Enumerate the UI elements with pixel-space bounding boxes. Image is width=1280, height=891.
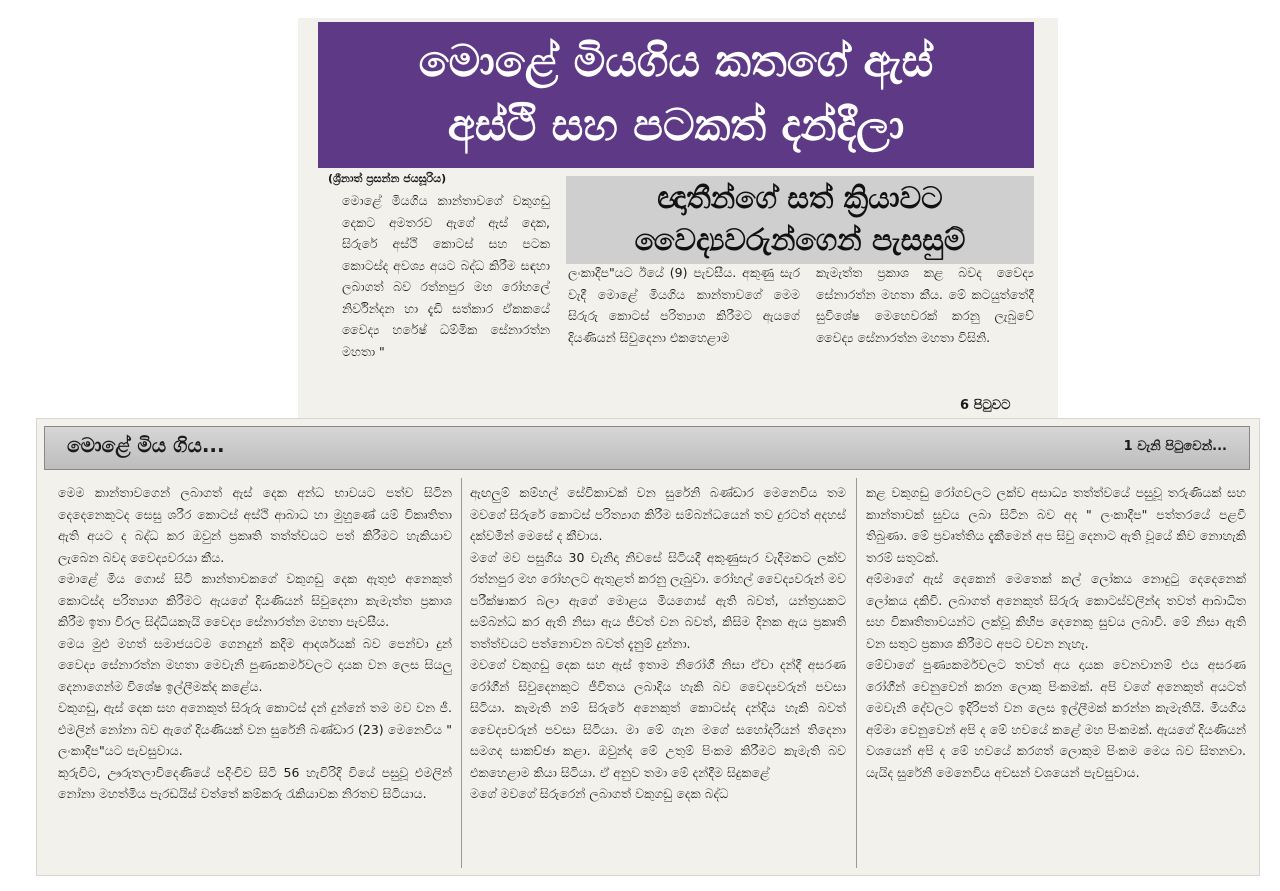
- bottom-column-1: [58, 482, 452, 866]
- paragraph: මෙය මුළු මහත් සමාජයටම ගෙනදුන් කදිම ආදර්ශයක් බව පෙන්වා දුන් වෛද්‍ය සේනාරත්න මහතා මෙවැනි පුණ්‍යකර්මවලට දායක වන ලෙස සියලු දෙනාගෙන්ම විශේෂ ඉල්ලීමක්ද කළේය.: [58, 635, 452, 694]
- paragraph: අම්මාගේ ඇස් දෙකෙන් මෙතෙක් කල් ලෝකය නොදුටු දෙදෙනෙක් ලෝකය දකිවි. ලබාගත් අනෙකුත් සිරුරු කොටස්වලින්ද තවත් ආබාධිත සහ විකෘතිතාවයන්ට ලක්වූ කිහිප දෙනෙකු සුවය ලබාවි. මේ නිසා ඇති වන සතුට ප්‍රකාශ කිරීමට අපට වචන නැහැ.: [866, 571, 1246, 651]
- byline: (ශ්‍රීනාත් ප්‍රසන්න ජයසූරිය): [328, 172, 447, 185]
- subheadline-line-2: වෛද්‍යවරුන්ගෙන් පැසසුම්: [634, 223, 966, 258]
- continued-to-label: 6 පිටුවට: [960, 398, 1011, 413]
- paragraph: මොළේ මිය ගොස් සිටි කාන්තාවකගේ වකුගඩු දෙක ඇතුළු අනෙකුත් කොටස්ද පරිත්‍යාග කිරීමට ඇයගේ දියණියන් සිවුදෙනා කැමැත්ත ප්‍රකාශ කිරීම ඉතා විරල සිද්ධියකැයි වෛද්‍ය සේනාරත්න මහතා පැවසීය.: [58, 571, 452, 629]
- bottom-column-2: [470, 482, 846, 866]
- subheadline-box: [566, 176, 1034, 264]
- top-column-2: [568, 262, 800, 412]
- paragraph: වකුගඩු, ඇස් දෙක සහ අනෙකුත් සිරුරු කොටස් දන් දුන්නේ තම මව වන ජී. එමලින් නෝනා බව ඇගේ දියණියක් වන සුරේනි බණ්ඩාර (23) මෙනෙවිය " ලංකාදීප"යට පැවසුවාය.: [58, 700, 452, 758]
- headline-line-1: මොළේ මියගිය කතගේ ඇස්: [418, 36, 934, 87]
- paragraph: මගේ මවගේ සිරුරෙන් ලබාගත් වකුගඩු දෙක බද්ධ: [470, 786, 729, 801]
- top-column-1-text: මොළේ මියගිය කාන්තාවගේ වකුගඩු දෙකට අමතරව ඇගේ ඇස් දෙක, සිරුරේ අස්ථි කොටස් සහ පටක කොටස්ද අවශ්‍ය අයට බද්ධ කිරීම සඳහා ලබාගත් බව රත්නපුර මහ රෝහලේ නිර්වින්දන හා දැඩි සත්කාර ඒකකයේ වෛද්‍ය හරේෂ් ධම්මික සේනාරත්න මහතා ": [342, 193, 550, 359]
- paragraph: මවගේ වකුගඩු දෙක සහ ඇස් ඉතාම නිරෝගී නිසා ඒවා දන්දී අසරණ රෝගීන් සිවුදෙනකුට ජීවිතය ලබාදිය හැකි බව වෛද්‍යවරුන් පවසා සිටියා. කැමැති නම් සිරුරේ අනෙකුත් කොටස්ද දන්දිය හැකි බවත් වෛද්‍යවරුන් පවසා සිටියා. මා මේ ගැන මගේ සහෝදරියන් තිදෙනා සමගද සාකච්ඡා කළා. ඔවුන්ද මේ උතුම් පිංකම කිරීමට කැමැති බව එකහෙළාම කියා සිටියා. ඒ අනුව තමා මේ දන්දීම සිදුකළේ: [470, 657, 846, 780]
- paragraph: මගේ මව පසුගිය 30 වැනිදා නිවසේ සිටියදී අකුණුසැර වැදීමකට ලක්ව රත්නපුර මහ රෝහලට ඇතුළත් කරනු ලැබුවා. රෝහල් වෛද්‍යවරුන් මව පරීක්ෂාකර බලා ඇගේ මොළය මියගොස් ඇති බවත්, යන්ත්‍රයකට සම්බන්ධ කර ඇති නිසා ඇය ජීවත් වන බවත්, කිසිම දිනක ඇය ප්‍රකෘති තත්ත්වයට පත්නොවන බවත් දැනුම් දුන්නා.: [470, 549, 846, 651]
- paragraph: මේවාගේ පුණ්‍යකර්මවලට තවත් අය දායක වෙනවානම් එය අසරණ රෝගීන් වෙනුවෙන් කරන ලොකු පිංකමක්. අපි වගේ අනෙකුත් අයටත් මෙවැනි දේවලට ඉදිරිපත් වන ලෙස ඉල්ලීමක් කරන්න කැමැතියි. මියගිය අම්මා වෙනුවෙන් අපි ද මේ හවයේ කළේ මහ පිංකමක්. ඇයගේ දියණියන් වශයෙන් අපි ද මේ හවයේ කරගත් ලොකුම පිංකම මෙය බව සිතනවා. යැයිද සුරේනි මෙනෙවිය අවසන් වශයෙන් පැවසුවාය.: [866, 657, 1246, 780]
- section-title: මොළේ මිය ගිය...: [67, 433, 225, 457]
- continued-from-label: 1 වැනි පිටුවෙන්...: [1123, 439, 1227, 454]
- column-divider: [856, 478, 857, 868]
- paragraph: මෙම කාන්තාවගෙන් ලබාගත් ඇස් දෙක අන්ධ භාවයට පත්ව සිටින දෙදෙනෙකුටද සෙසු ශරීර කොටස් අස්ථි ආබාධ හා මුහුණේ යම් විකෘතිතා ඇති අයට ද බද්ධ කර ඔවුන් ප්‍රකෘති තත්ත්වයට පත් කිරීමට හැකියාව ලැබෙන බවද වෛද්‍යවරයා කීය.: [58, 485, 452, 565]
- headline-line-2: අස්ථි සහ පටකත් දන්දීලා: [447, 100, 905, 151]
- column-divider: [461, 478, 462, 868]
- paragraph: කළ වකුගඩු රෝගවලට ලක්ව අසාධ්‍ය තත්ත්වයේ පසුවූ තරුණියක් සහ කාන්තාවක් සුවය ලබා සිටින බව අද " ලංකාදීප" පත්තරයේ පළවී තිබුණා. මේ ප්‍රවෘත්තිය දැකීමෙන් අප සිවු දෙනාට ඇති වූයේ කිව නොහැකි තරම් සතුටක්.: [866, 485, 1246, 565]
- subheadline-line-1: ඥාතීන්ගේ සත් ක්‍රියාවට: [657, 181, 943, 216]
- section-header-bar: [44, 426, 1250, 470]
- top-column-3-text: කැමැත්ත ප්‍රකාශ කළ බවද වෛද්‍ය සේනාරත්න මහතා කීය. මේ කටයුත්තේදී සුවිශේෂ මෙහෙවරක් කරනු ලැබුවේ වෛද්‍ය සේනාරත්න මහතා විසිනි.: [816, 265, 1034, 345]
- bottom-column-3: [866, 482, 1246, 866]
- top-column-2-text: ලංකාදීප"යට ඊයේ (9) පැවසීය. අකුණු සැර වැදී මොළේ මියගිය කාන්තාවගේ මෙම සිරුරු කොටස් පරිත්‍යාග කිරීමට ඇයගේ දියණියන් සිවුදෙනා එකහෙළාම: [568, 265, 800, 345]
- paragraph: කුරුවිට, ඌරුතලාවිදෙණියේ පදිංචිව සිටි 56 හැවිරිදි වියේ පසුවූ එමලින් නෝනා මහත්මිය පැරඩයිස් වත්තේ කම්කරු රැකියාවක නිරතව සිටියාය.: [58, 764, 452, 801]
- paragraph: ඇඟලුම් කම්හල් සේවිකාවක් වන සුරේනි බණ්ඩාර මෙනෙවිය තම මවගේ සිරුරේ කොටස් පරිත්‍යාග කිරීම සම්බන්ධයෙන් තව දුරටත් අදහස් දක්වමින් මෙසේ ද කීවාය.: [470, 485, 846, 543]
- top-column-3: [816, 262, 1034, 412]
- headline-banner: [318, 22, 1034, 168]
- top-column-1: [310, 190, 550, 412]
